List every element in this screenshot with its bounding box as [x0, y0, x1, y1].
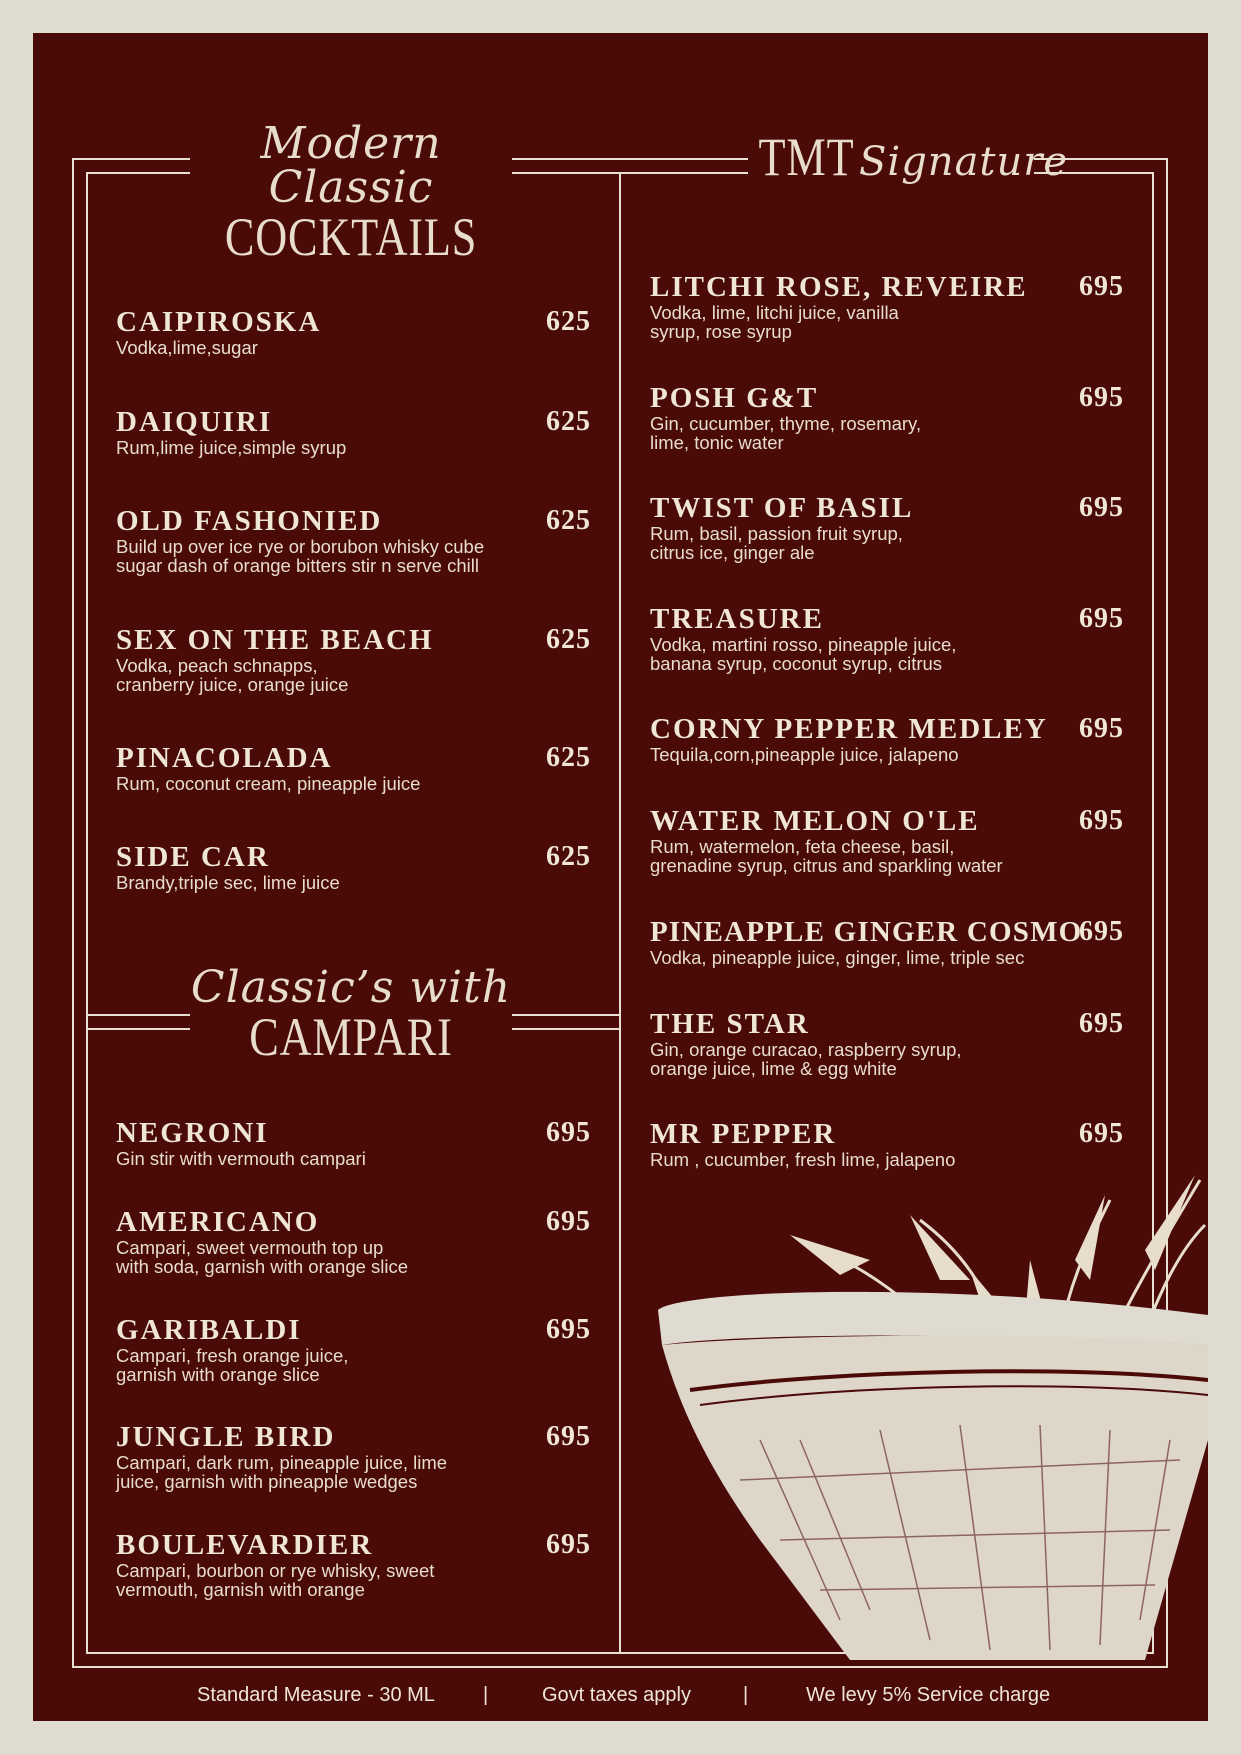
menu-item-posh-gt [650, 382, 1124, 452]
item-description: Vodka, pineapple juice, ginger, lime, triple sec [650, 947, 1025, 968]
footer-separator: | [743, 1684, 749, 1706]
cocktail-glass-illustration [640, 1140, 1208, 1660]
item-name: WATER MELON O'LE [650, 805, 980, 837]
modern-classic-heading [190, 118, 512, 267]
item-description: Gin stir with vermouth campari [116, 1148, 366, 1169]
item-price: 695 [546, 1314, 591, 1345]
item-description: Rum,lime juice,simple syrup [116, 437, 347, 458]
item-price: 695 [1079, 1118, 1124, 1149]
campari-title: CAMPARI [249, 1007, 453, 1067]
item-description: Vodka, martini rosso, pineapple juice, banana syrup, coconut syrup, citrus [650, 634, 957, 674]
item-name: POSH G&T [650, 382, 819, 414]
item-name: THE STAR [650, 1008, 810, 1040]
item-description: Vodka, peach schnapps, cranberry juice, orange juice [116, 655, 349, 695]
menu-item-boulevardier [116, 1529, 591, 1599]
campari-heading [190, 962, 512, 1067]
menu-item-corny-pepper-medley [650, 713, 1124, 764]
item-description: Rum, coconut cream, pineapple juice [116, 773, 421, 794]
menu-item-jungle-bird [116, 1421, 591, 1491]
column-divider [619, 172, 621, 1654]
menu-item-garibaldi [116, 1314, 591, 1384]
item-name: DAIQUIRI [116, 406, 273, 438]
item-price: 695 [1079, 492, 1124, 523]
item-name: JUNGLE BIRD [116, 1421, 336, 1453]
item-description: Vodka, lime, litchi juice, vanilla syrup, rose syrup [650, 302, 899, 342]
item-price: 695 [1079, 805, 1124, 836]
standard-measure-note: Standard Measure - 30 ML [197, 1684, 435, 1706]
item-price: 695 [546, 1529, 591, 1560]
item-price: 625 [546, 306, 591, 337]
item-price: 625 [546, 505, 591, 536]
item-description: Campari, fresh orange juice, garnish with orange slice [116, 1345, 349, 1385]
menu-item-sex-on-the-beach [116, 624, 591, 694]
govt-taxes-note: Govt taxes apply [542, 1684, 691, 1706]
menu-item-litchi-rose-reveire [650, 271, 1124, 341]
service-charge-note: We levy 5% Service charge [806, 1684, 1051, 1706]
item-name: TWIST OF BASIL [650, 492, 914, 524]
item-price: 625 [546, 742, 591, 773]
menu-item-the-star [650, 1008, 1124, 1078]
item-description: Vodka,lime,sugar [116, 337, 258, 358]
menu-item-pinacolada [116, 742, 591, 793]
item-price: 625 [546, 624, 591, 655]
item-price: 695 [1079, 603, 1124, 634]
item-description: Campari, bourbon or rye whisky, sweet vermouth, garnish with orange [116, 1560, 435, 1600]
tmt-title: TMT [758, 127, 855, 187]
item-price: 695 [1079, 713, 1124, 744]
item-name: GARIBALDI [116, 1314, 302, 1346]
item-price: 695 [1079, 271, 1124, 302]
item-price: 695 [1079, 916, 1124, 947]
item-name: AMERICANO [116, 1206, 320, 1238]
signature-script: Signature [859, 139, 1069, 185]
item-description: Tequila,corn,pineapple juice, jalapeno [650, 744, 959, 765]
item-price: 695 [546, 1117, 591, 1148]
item-description: Build up over ice rye or borubon whisky cube sugar dash of orange bitters stir n serve chill [116, 536, 485, 576]
item-name: BOULEVARDIER [116, 1529, 374, 1561]
item-name: CAIPIROSKA [116, 306, 322, 338]
item-price: 625 [546, 406, 591, 437]
item-name: SIDE CAR [116, 841, 270, 873]
item-name: CORNY PEPPER MEDLEY [650, 713, 1048, 745]
item-price: 695 [1079, 1008, 1124, 1039]
footer [0, 1684, 1241, 1714]
menu-item-daiquiri [116, 406, 591, 457]
item-description: Campari, dark rum, pineapple juice, lime juice, garnish with pineapple wedges [116, 1452, 448, 1492]
item-description: Rum, watermelon, feta cheese, basil, grenadine syrup, citrus and sparkling water [650, 836, 1003, 876]
campari-script: Classic’s with [190, 962, 512, 1013]
item-description: Gin, orange curacao, raspberry syrup, orange juice, lime & egg white [650, 1039, 962, 1079]
item-description: Rum, basil, passion fruit syrup, citrus ice, ginger ale [650, 523, 903, 563]
cocktails-title: COCKTAILS [224, 207, 478, 267]
footer-separator: | [483, 1684, 489, 1706]
menu-item-americano [116, 1206, 591, 1276]
menu-item-old-fashioned [116, 505, 591, 575]
item-description: Brandy,triple sec, lime juice [116, 872, 340, 893]
menu-item-negroni [116, 1117, 591, 1168]
item-price: 695 [546, 1206, 591, 1237]
item-name: TREASURE [650, 603, 824, 635]
tmt-signature-heading [748, 127, 1069, 187]
menu-item-mr-pepper [650, 1118, 1124, 1169]
item-description: Campari, sweet vermouth top up with soda, garnish with orange slice [116, 1237, 409, 1277]
item-name: PINEAPPLE GINGER COSMO [650, 916, 1083, 948]
item-name: SEX ON THE BEACH [116, 624, 434, 656]
item-name: LITCHI ROSE, REVEIRE [650, 271, 1028, 303]
item-name: MR PEPPER [650, 1118, 837, 1150]
herb-leaf-4 [1145, 1175, 1195, 1270]
menu-item-side-car [116, 841, 591, 892]
item-name: PINACOLADA [116, 742, 333, 774]
menu-item-pineapple-ginger-cosmo [650, 916, 1124, 967]
item-name: OLD FASHONIED [116, 505, 383, 537]
menu-item-water-melon-ole [650, 805, 1124, 875]
menu-item-treasure [650, 603, 1124, 673]
item-price: 625 [546, 841, 591, 872]
item-price: 695 [546, 1421, 591, 1452]
herb-leaf-2 [910, 1215, 970, 1280]
item-price: 695 [1079, 382, 1124, 413]
menu-item-twist-of-basil [650, 492, 1124, 562]
modern-classic-script: Modern Classic [260, 118, 442, 213]
item-name: NEGRONI [116, 1117, 269, 1149]
item-description: Gin, cucumber, thyme, rosemary, lime, tonic water [650, 413, 922, 453]
menu-item-caipiroska [116, 306, 591, 357]
item-description: Rum , cucumber, fresh lime, jalapeno [650, 1149, 956, 1170]
